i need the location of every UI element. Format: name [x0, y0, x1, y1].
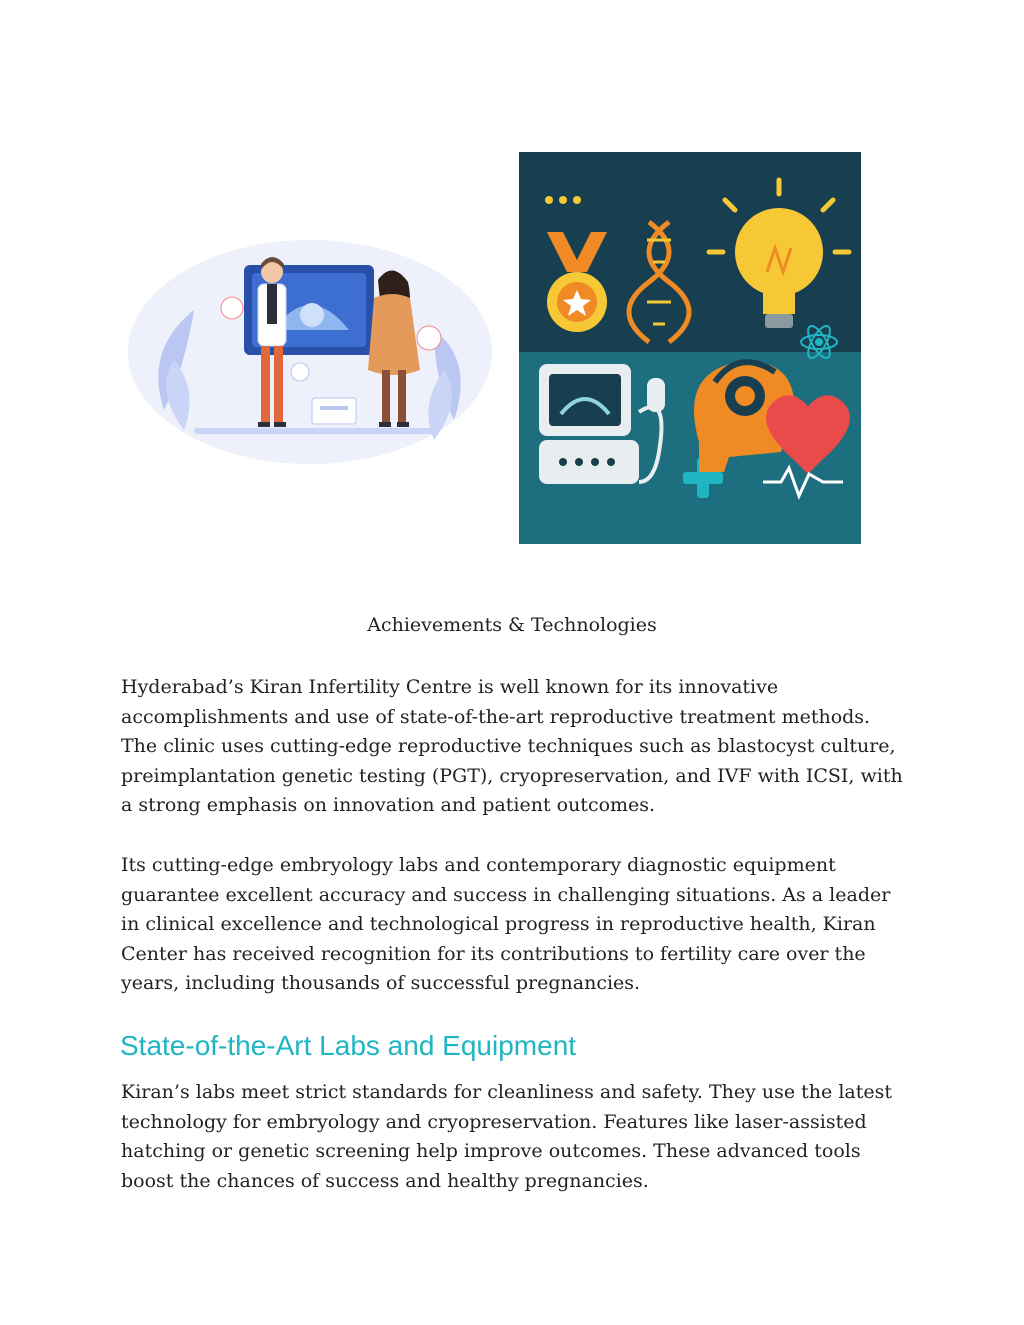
technology-collage-illustration	[519, 152, 861, 544]
intro-paragraph: Hyderabad’s Kiran Infertility Centre is well known for its innovative accomplishments and use of state-of-the-art reproductive treatment methods. The clinic uses cutting-edge reproductive techniques such as blastocyst culture, preimplantation genetic testing (PGT), cryopreservation, and IVF with ICSI, with a strong emphasis on innovation and patient outcomes.	[121, 676, 903, 817]
image-caption: Achievements & Technologies	[367, 614, 657, 636]
section-heading: State-of-the-Art Labs and Equipment	[120, 1030, 577, 1061]
doctor-patient-illustration	[124, 220, 496, 470]
equipment-paragraph: Kiran’s labs meet strict standards for cleanliness and safety. They use the latest technology for embryology and cryopreservation. Features like laser-assisted hatching or genetic screening help improve outcomes. These advanced tools boost the chances of success and healthy pregnancies.	[121, 1081, 892, 1192]
labs-paragraph: Its cutting-edge embryology labs and contemporary diagnostic equipment guarantee excellent accuracy and success in challenging situations. As a leader in clinical excellence and technological progress in reproductive health, Kiran Center has received recognition for its contributions to fertility care over the years, including thousands of successful pregnancies.	[121, 854, 891, 995]
doctor-patient-ultrasound-icon	[124, 220, 496, 470]
fertility-technology-collage-icon	[519, 152, 861, 544]
